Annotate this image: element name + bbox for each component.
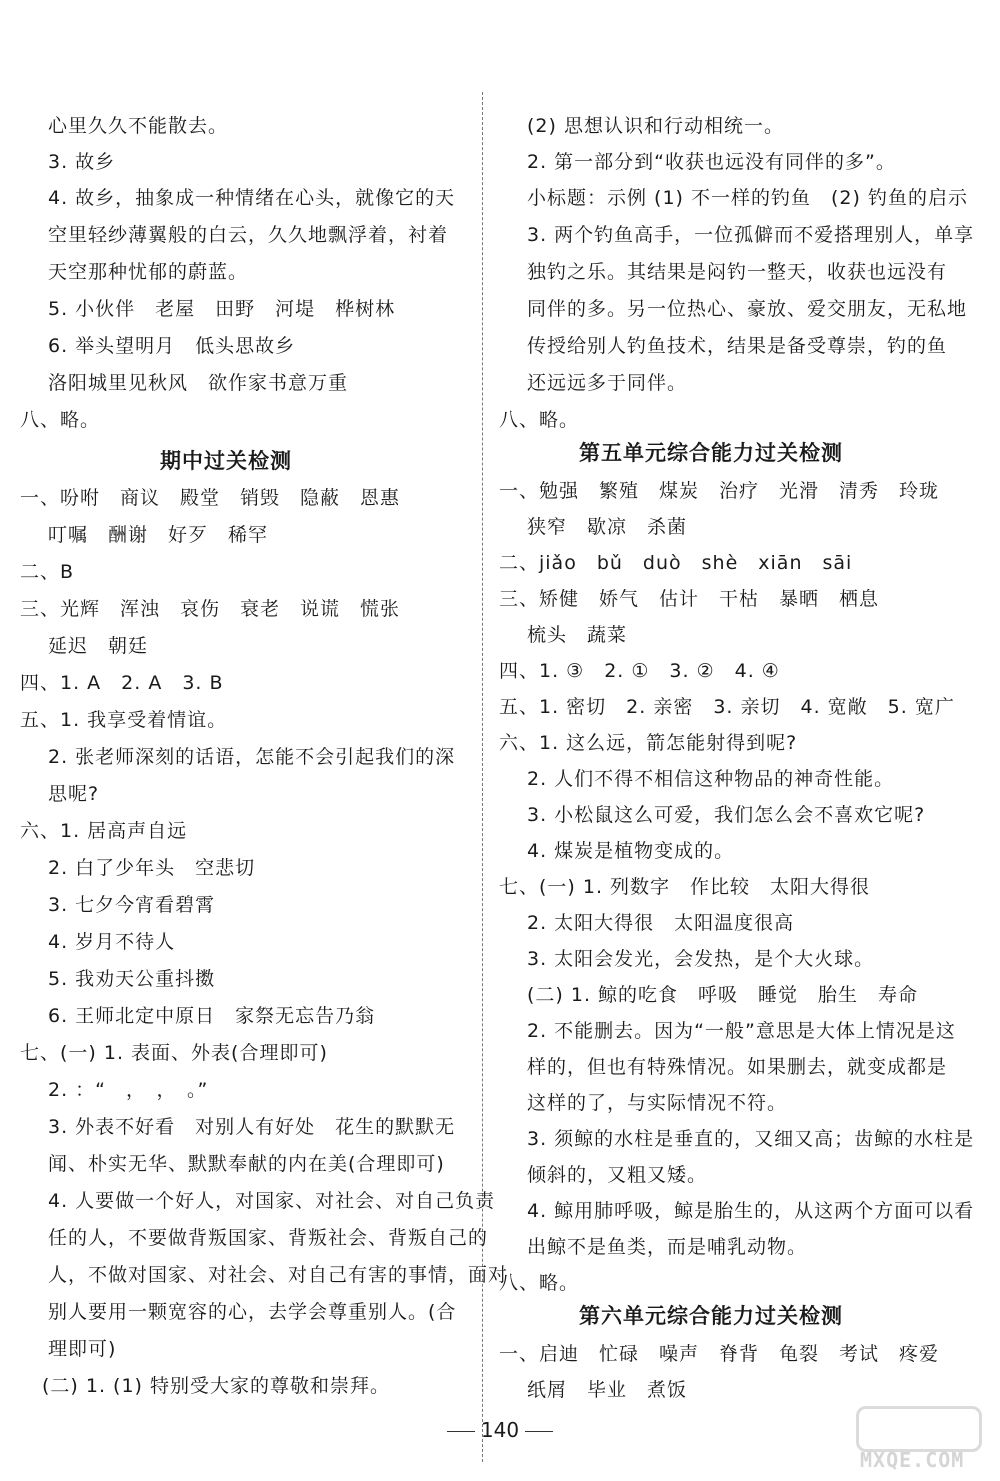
text-line: 2. 第一部分到“收获也远没有同伴的多”。 bbox=[527, 151, 896, 173]
text-line: (2) 思想认识和行动相统一。 bbox=[527, 115, 784, 137]
text-line: 六、1. 居高声自远 bbox=[20, 820, 188, 842]
text-line: 狭窄 歇凉 杀菌 bbox=[527, 516, 688, 538]
text-line: 4. 岁月不待人 bbox=[48, 931, 176, 953]
text-line: 3. 须鲸的水柱是垂直的，又细又高；齿鲸的水柱是 bbox=[527, 1128, 975, 1150]
section-heading-unit5: 第五单元综合能力过关检测 bbox=[579, 441, 843, 465]
text-line: 纸屑 毕业 煮饭 bbox=[527, 1379, 688, 1401]
text-line: 七、(一) 1. 表面、外表(合理即可) bbox=[20, 1042, 328, 1064]
text-line: 七、(一) 1. 列数字 作比较 太阳大得很 bbox=[499, 876, 871, 898]
text-line: 二、jiǎo bǔ duò shè xiān sāi bbox=[499, 552, 853, 574]
page-number-value: 140 bbox=[480, 1418, 520, 1442]
text-line: 4. 故乡，抽象成一种情绪在心头，就像它的天 bbox=[48, 187, 456, 209]
text-line: 理即可) bbox=[48, 1338, 117, 1360]
text-line: 四、1. ③ 2. ① 3. ② 4. ④ bbox=[499, 660, 780, 682]
text-line: 四、1. A 2. A 3. B bbox=[20, 672, 224, 694]
page-number bbox=[0, 1418, 1000, 1442]
text-line: (二) 1. 鲸的吃食 呼吸 睡觉 胎生 寿命 bbox=[527, 984, 919, 1006]
watermark-badge-icon bbox=[856, 1406, 982, 1452]
text-line: 五、1. 密切 2. 亲密 3. 亲切 4. 宽敞 5. 宽广 bbox=[499, 696, 955, 718]
text-line: 人，不做对国家、对社会、对自己有害的事情，面对 bbox=[48, 1264, 509, 1286]
text-line: 4. 煤炭是植物变成的。 bbox=[527, 840, 735, 862]
text-line: 2. 白了少年头 空悲切 bbox=[48, 857, 256, 879]
text-line: 八、略。 bbox=[499, 1272, 580, 1294]
text-line: 3. 小松鼠这么可爱，我们怎么会不喜欢它呢? bbox=[527, 804, 926, 826]
text-line: 梳头 蔬菜 bbox=[527, 624, 628, 646]
text-line: 六、1. 这么远，箭怎能射得到呢? bbox=[499, 732, 798, 754]
text-line: 3. 故乡 bbox=[48, 151, 116, 173]
section-heading-midterm: 期中过关检测 bbox=[160, 449, 292, 473]
text-line: 小标题：示例 (1) 不一样的钓鱼 (2) 钓鱼的启示 bbox=[527, 187, 968, 209]
text-line: 心里久久不能散去。 bbox=[48, 115, 229, 137]
text-line: 空里轻纱薄翼般的白云，久久地飘浮着，衬着 bbox=[48, 224, 449, 246]
section-heading-unit6: 第六单元综合能力过关检测 bbox=[579, 1304, 843, 1328]
text-line: 还远远多于同伴。 bbox=[527, 372, 688, 394]
text-line: 2. 张老师深刻的话语，怎能不会引起我们的深 bbox=[48, 746, 456, 768]
text-line: 天空那种忧郁的蔚蓝。 bbox=[48, 261, 249, 283]
text-line: 6. 举头望明月 低头思故乡 bbox=[48, 335, 296, 357]
text-line: 一、勉强 繁殖 煤炭 治疗 光滑 清秀 玲珑 bbox=[499, 480, 940, 502]
text-line: 叮嘱 酬谢 好歹 稀罕 bbox=[48, 524, 269, 546]
watermark-text: MXQE.COM bbox=[860, 1448, 965, 1472]
text-line: 独钓之乐。其结果是闷钓一整天，收获也远没有 bbox=[527, 261, 948, 283]
text-line: 3. 两个钓鱼高手，一位孤僻而不爱搭理别人，单享 bbox=[527, 224, 975, 246]
text-line: 2. 不能删去。因为“一般”意思是大体上情况是这 bbox=[527, 1020, 956, 1042]
text-line: 洛阳城里见秋风 欲作家书意万重 bbox=[48, 372, 349, 394]
text-line: 5. 我劝天公重抖擞 bbox=[48, 968, 216, 990]
text-line: 任的人，不要做背叛国家、背叛社会、背叛自己的 bbox=[48, 1227, 489, 1249]
text-line: 这样的了，与实际情况不符。 bbox=[527, 1092, 788, 1114]
text-line: 同伴的多。另一位热心、豪放、爱交朋友，无私地 bbox=[527, 298, 968, 320]
column-divider bbox=[482, 92, 483, 1462]
text-line: 八、略。 bbox=[20, 409, 101, 431]
text-line: 倾斜的，又粗又矮。 bbox=[527, 1164, 708, 1186]
text-line: 3. 太阳会发光，会发热，是个大火球。 bbox=[527, 948, 875, 970]
text-line: 6. 王师北定中原日 家祭无忘告乃翁 bbox=[48, 1005, 376, 1027]
text-line: 2. 人们不得不相信这种物品的神奇性能。 bbox=[527, 768, 895, 790]
text-line: 一、启迪 忙碌 噪声 脊背 龟裂 考试 疼爱 bbox=[499, 1343, 940, 1365]
text-line: 样的，但也有特殊情况。如果删去，就变成都是 bbox=[527, 1056, 948, 1078]
text-line: 三、光辉 浑浊 哀伤 衰老 说谎 慌张 bbox=[20, 598, 401, 620]
page-number-dash-right bbox=[525, 1431, 553, 1432]
text-line: 三、矫健 娇气 估计 干枯 暴晒 栖息 bbox=[499, 588, 880, 610]
text-line: 思呢? bbox=[48, 783, 100, 805]
text-line: 延迟 朝廷 bbox=[48, 635, 149, 657]
text-line: 4. 人要做一个好人，对国家、对社会、对自己负责 bbox=[48, 1190, 496, 1212]
text-line: (二) 1. (1) 特别受大家的尊敬和崇拜。 bbox=[42, 1375, 390, 1397]
text-line: 一、吩咐 商议 殿堂 销毁 隐蔽 恩惠 bbox=[20, 487, 401, 509]
text-line: 2. ：“ ， ， 。” bbox=[48, 1079, 209, 1101]
text-line: 别人要用一颗宽容的心，去学会尊重别人。(合 bbox=[48, 1301, 457, 1323]
text-line: 3. 七夕今宵看碧霄 bbox=[48, 894, 216, 916]
text-line: 2. 太阳大得很 太阳温度很高 bbox=[527, 912, 795, 934]
text-line: 传授给别人钓鱼技术，结果是备受尊崇，钓的鱼 bbox=[527, 335, 948, 357]
text-line: 五、1. 我享受着情谊。 bbox=[20, 709, 228, 731]
text-line: 出鲸不是鱼类，而是哺乳动物。 bbox=[527, 1236, 808, 1258]
text-line: 4. 鲸用肺呼吸，鲸是胎生的，从这两个方面可以看 bbox=[527, 1200, 975, 1222]
text-line: 3. 外表不好看 对别人有好处 花生的默默无 bbox=[48, 1116, 456, 1138]
text-line: 闻、朴实无华、默默奉献的内在美(合理即可) bbox=[48, 1153, 445, 1175]
text-line: 八、略。 bbox=[499, 409, 580, 431]
page-number-dash-left bbox=[447, 1431, 475, 1432]
watermark-logo bbox=[852, 1406, 982, 1474]
text-line: 5. 小伙伴 老屋 田野 河堤 桦树林 bbox=[48, 298, 396, 320]
text-line: 二、B bbox=[20, 561, 75, 583]
